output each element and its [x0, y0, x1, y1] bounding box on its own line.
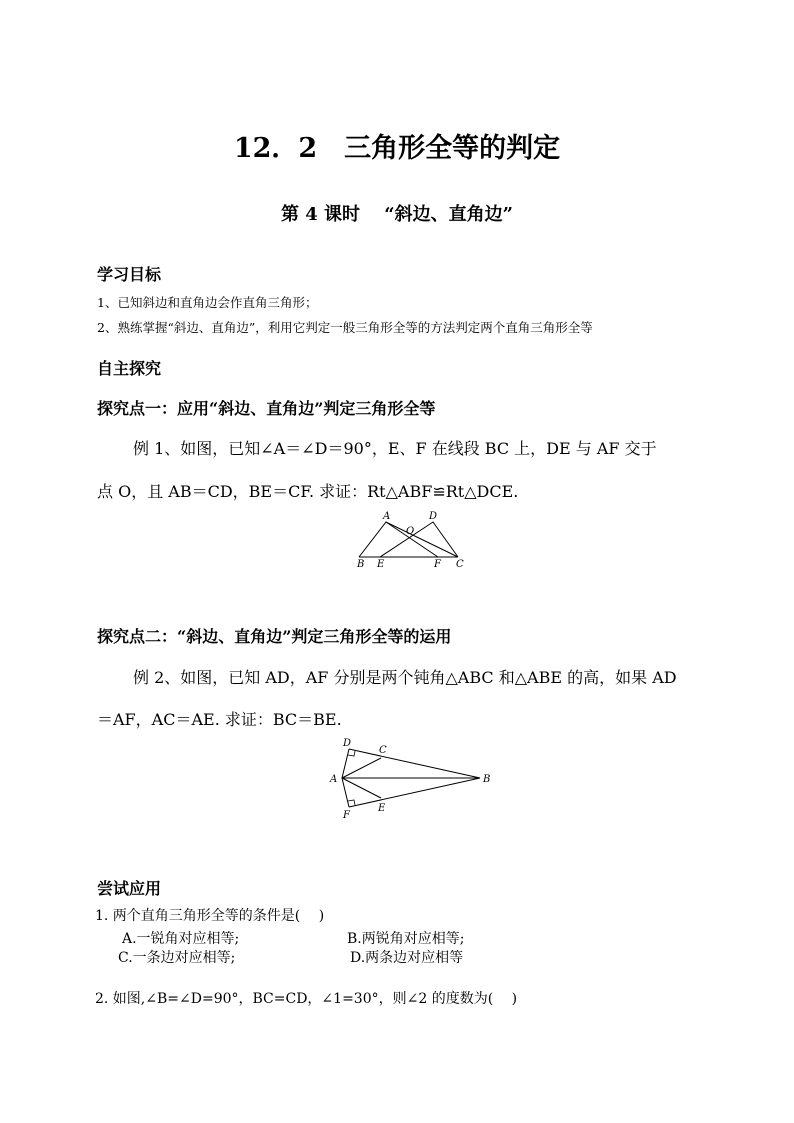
question-2-stem: 2. 如图,∠B=∠D=90°，BC=CD，∠1=30°，则∠2 的度数为( ) [95, 991, 518, 1007]
label-c: C [456, 559, 464, 570]
question-1-stem: 1. 两个直角三角形全等的条件是( ) [95, 908, 325, 924]
example2-line1: 例 2、如图，已知 AD，AF 分别是两个钝角△ABC 和△ABE 的高，如果 AD [133, 668, 677, 687]
label-d: D [343, 738, 352, 749]
goal-item-2: 2、熟练掌握“斜边、直角边”，利用它判定一般三角形全等的方法判定两个直角三角形全等 [97, 320, 593, 335]
label-f: F [343, 810, 350, 821]
label-e: E [377, 559, 385, 570]
q1-option-a: A.一锐角对应相等; [122, 931, 240, 947]
label-a: A [330, 774, 338, 785]
point2-heading: 探究点二：“斜边、直角边”判定三角形全等的运用 [97, 627, 452, 646]
q1-option-d: D.两条边对应相等 [350, 950, 464, 966]
label-a: A [383, 511, 391, 522]
page-title: 12．2 三角形全等的判定 [233, 133, 561, 164]
label-o: O [406, 526, 415, 537]
figure-example2 [325, 735, 505, 823]
point1-heading: 探究点一：应用“斜边、直角边”判定三角形全等 [97, 399, 436, 418]
explore-heading: 自主探究 [97, 359, 162, 378]
example2-line2: ＝AF，AC＝AE. 求证：BC＝BE. [97, 710, 342, 729]
lesson-subtitle: 第 4 课时 “斜边、直角边” [280, 204, 514, 225]
label-d: D [429, 511, 438, 522]
label-b: B [357, 559, 365, 570]
example1-line2: 点 O，且 AB＝CD，BE＝CF. 求证：Rt△ABF≌Rt△DCE. [97, 482, 519, 501]
practice-heading: 尝试应用 [97, 879, 162, 898]
figure-example1 [350, 508, 470, 570]
label-b: B [483, 774, 491, 785]
q1-option-c: C.一条边对应相等; [118, 950, 236, 966]
goals-heading: 学习目标 [97, 265, 162, 284]
label-f: F [434, 559, 441, 570]
goal-item-1: 1、已知斜边和直角边会作直角三角形； [97, 295, 318, 310]
label-c: C [379, 745, 387, 756]
example1-line1: 例 1、如图，已知∠A＝∠D＝90°，E、F 在线段 BC 上，DE 与 AF 交于 [133, 439, 657, 458]
label-e: E [378, 803, 386, 814]
q1-option-b: B.两锐角对应相等; [347, 931, 465, 947]
